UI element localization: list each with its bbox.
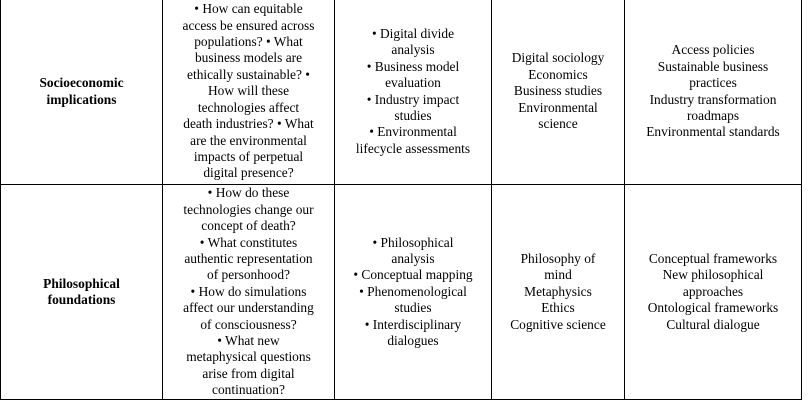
area-cell [1, 185, 163, 400]
method-line: • Phenomenological [359, 283, 467, 299]
method-line: analysis [391, 250, 435, 266]
area-line: implications [46, 91, 117, 107]
method-line: studies [394, 107, 432, 123]
table-row [1, 185, 802, 400]
method-line: • Industry impact [366, 91, 460, 107]
question-line: • What constitutes [199, 234, 298, 250]
question-line: How will these [207, 83, 290, 99]
output-line: Conceptual frameworks [648, 250, 778, 266]
output-line: roadmaps [686, 107, 740, 123]
output-line: Environmental standards [646, 124, 780, 140]
output-line: Ontological frameworks [647, 300, 779, 316]
discipline-line: mind [544, 267, 572, 283]
question-line: access be ensured across [182, 17, 315, 33]
output-line: Sustainable business [657, 58, 769, 74]
method-line: studies [394, 300, 432, 316]
discipline-line: Economics [528, 66, 588, 82]
question-line: populations? • What [194, 34, 303, 50]
question-line: • How can equitable [194, 1, 303, 17]
questions-cell [163, 185, 335, 400]
method-line: • Philosophical [372, 234, 454, 250]
question-line: • How do these [207, 185, 290, 201]
question-line: ethically sustainable? • [187, 66, 310, 82]
question-line: technologies affect [197, 99, 300, 115]
area-line: Philosophical [43, 275, 120, 291]
outputs-cell [625, 0, 802, 185]
area-line: foundations [47, 292, 116, 307]
question-line: authentic representation [184, 250, 313, 266]
question-line: • How do simulations [190, 283, 307, 299]
discipline-line: science [538, 116, 578, 132]
question-line: • What new [217, 333, 280, 349]
disciplines-cell [492, 185, 625, 400]
area-line: Socioeconomic [39, 75, 124, 91]
question-line: business models are [194, 50, 303, 66]
question-line: digital presence? [203, 165, 294, 181]
output-line: Cultural dialogue [666, 316, 760, 332]
question-line: of personhood? [207, 267, 290, 283]
discipline-line: Metaphysics [524, 283, 592, 299]
question-line: of consciousness? [200, 316, 297, 332]
area-cell [1, 0, 163, 185]
question-line: are the environmental [190, 132, 307, 148]
method-line: analysis [391, 42, 435, 58]
method-line: evaluation [385, 75, 441, 91]
discipline-line: Cognitive science [510, 316, 606, 332]
question-line: continuation? [212, 382, 285, 398]
methods-cell [335, 0, 492, 185]
output-line: approaches [682, 283, 744, 299]
discipline-line: Ethics [541, 300, 575, 316]
discipline-line: Digital sociology [511, 50, 605, 66]
outputs-cell [625, 185, 802, 400]
method-line: dialogues [387, 333, 439, 349]
disciplines-cell [492, 0, 625, 185]
method-line: • Environmental [369, 124, 457, 140]
methods-cell [335, 185, 492, 400]
question-line: death industries? • What [183, 116, 314, 132]
question-line: affect our understanding [183, 300, 314, 316]
output-line: Access policies [671, 42, 755, 58]
method-line: • Conceptual mapping [353, 267, 473, 283]
discipline-line: Philosophy of [520, 250, 596, 266]
output-line: practices [689, 75, 737, 91]
method-line: lifecycle assessments [355, 140, 471, 156]
method-line: • Business model [366, 58, 460, 74]
question-line: impacts of perpetual [193, 148, 304, 164]
question-line: arise from digital [202, 365, 295, 381]
question-line: technologies change our [183, 201, 314, 217]
method-line: • Interdisciplinary [364, 316, 462, 332]
method-line: • Digital divide [371, 25, 455, 41]
output-line: New philosophical [662, 267, 764, 283]
discipline-line: Business studies [513, 83, 603, 99]
table-row [1, 0, 802, 185]
output-line: Industry transformation [649, 91, 777, 107]
question-line: metaphysical questions [186, 349, 311, 365]
questions-cell [163, 0, 335, 185]
discipline-line: Environmental [518, 99, 598, 115]
question-line: concept of death? [201, 218, 296, 234]
